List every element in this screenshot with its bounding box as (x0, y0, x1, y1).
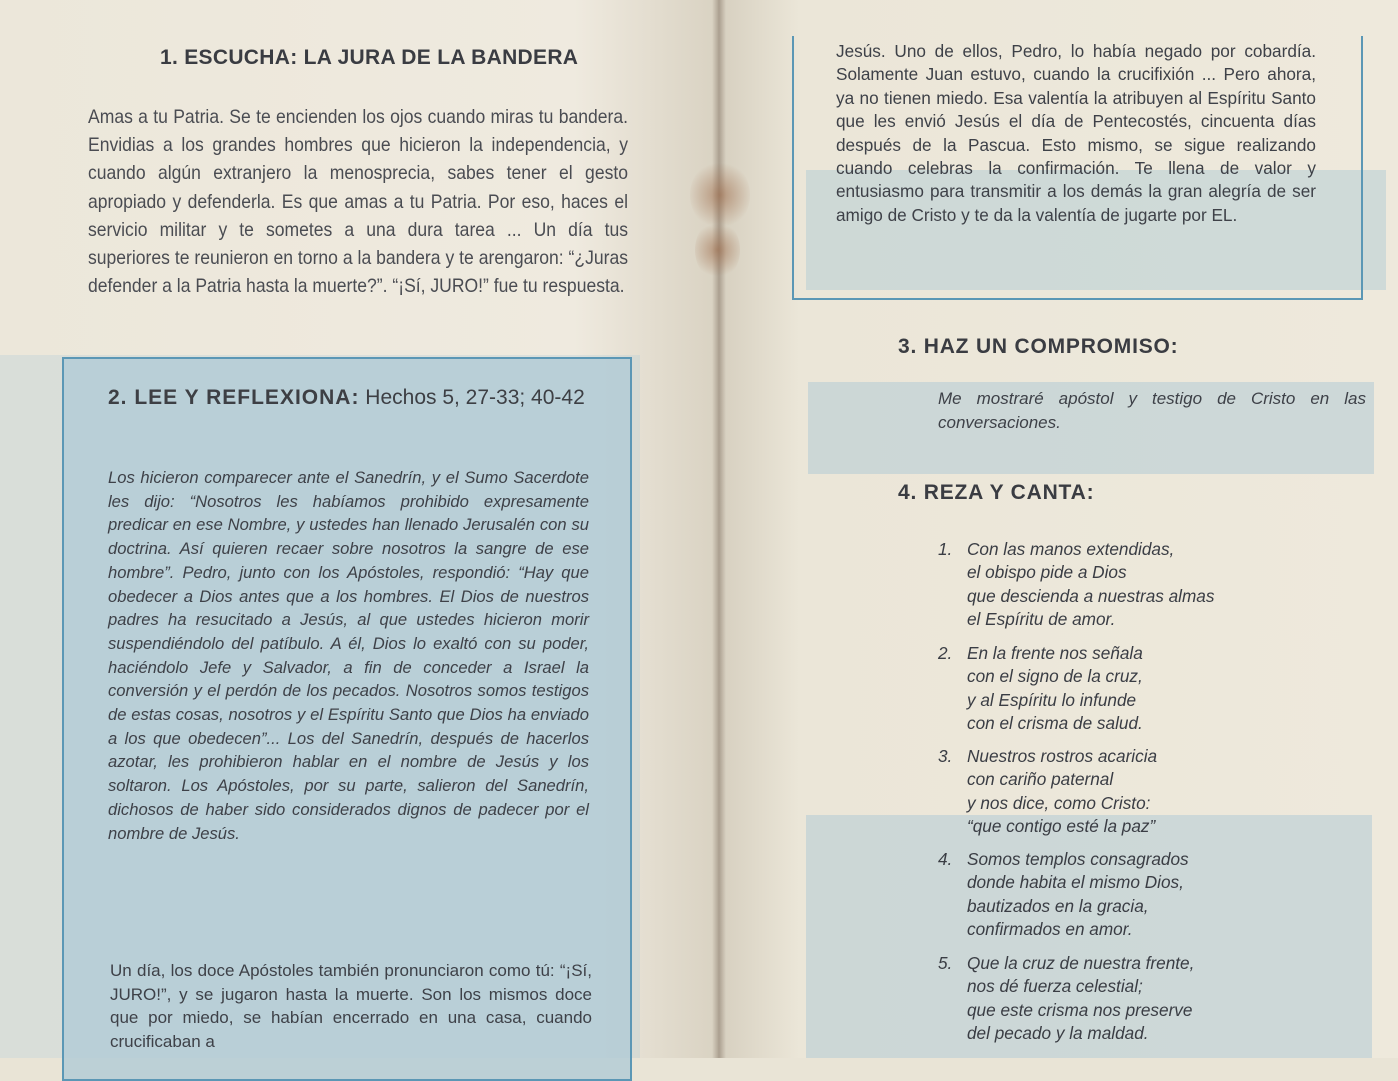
section-1-body: Amas a tu Patria. Se te encienden los ojos cuando miras tu bandera. Envidias a los grandes hombres que hicieron la independencia, y cuando algún extranjero la menosprecia, sabes tener el gesto apropiado y defenderla. Es que amas a tu Patria. Por eso, haces el servicio militar y te sometes a una dura tarea ... Un día tus superiores te reunieron en torno a la bandera y te arengaron: “¿Juras defender a la Patria hasta la muerte?”. “¡Sí, JURO!” fue tu respuesta. (88, 106, 628, 298)
stanza-2 (938, 642, 1143, 736)
section-2-body: Un día, los doce Apóstoles también pronunciaron como tú: “¡Sí, JURO!”, y se jugaron hasta la muerte. Son los mismos doce que por miedo, se habían encerrado en una casa, cuando crucificaban a (110, 961, 592, 1052)
stanza-line: el Espíritu de amor. (967, 609, 1116, 630)
page-stain (695, 220, 740, 280)
section-3-title: 3. HAZ UN COMPROMISO: (898, 335, 1179, 358)
section-1-title: 1. ESCUCHA: LA JURA DE LA BANDERA (160, 46, 579, 69)
stanza-line: del pecado y la maldad. (967, 1023, 1149, 1044)
stanza-line: En la frente nos señala (967, 643, 1143, 663)
stanza-5 (938, 952, 1194, 1046)
stanza-line: el obispo pide a Dios (967, 562, 1127, 583)
stanza-line: confirmados en amor. (967, 919, 1133, 940)
stanza-1 (938, 538, 1214, 632)
stanza-number: 1. (938, 539, 953, 559)
section-2-reference: Hechos 5, 27-33; 40-42 (365, 386, 585, 409)
stanza-line: “que contigo esté la paz” (967, 816, 1156, 837)
stanza-line: y al Espíritu lo infunde (967, 689, 1137, 710)
stanza-line: con el signo de la cruz, (967, 666, 1143, 687)
stanza-line: nos dé fuerza celestial; (967, 976, 1143, 997)
stanza-line: donde habita el mismo Dios, (967, 872, 1184, 893)
scripture-quote: Los hicieron comparecer ante el Sanedrín, y el Sumo Sacerdote les dijo: “Nosotros les habíamos prohibido expresamente predicar en ese Nombre, y ustedes han llenado Jerusalén con su doctrina. Así quieren recaer sobre nosotros la sangre de ese hombre”. Pedro, junto con los Apóstoles, respondió: “Hay que obedecer a Dios antes que a los hombres. El Dios de nuestros padres ha resucitado a Jesús, al que ustedes hicieron morir suspendiéndolo del patíbulo. A él, Dios lo exaltó con su poder, haciéndolo Jefe y Salvador, a fin de conceder a Israel la conversión y el perdón de los pecados. Nosotros somos testigos de estas cosas, nosotros y el Espíritu Santo que Dios ha enviado a los que obedecen”... Los del Sanedrín, después de hacerlos azotar, les prohibieron hablar en el nombre de Jesús y los soltaron. Los Apóstoles, por su parte, salieron del Sanedrín, dichosos de haber sido considerados dignos de padecer por el nombre de Jesús. (108, 468, 589, 843)
stanza-line: Nuestros rostros acaricia (967, 746, 1158, 766)
stanza-3 (938, 745, 1157, 839)
stanza-line: Con las manos extendidas, (967, 539, 1175, 559)
section-2-heading: 2. LEE Y REFLEXIONA: (108, 386, 360, 409)
stanza-line: que descienda a nuestras almas (967, 585, 1215, 606)
section-4-title: 4. REZA Y CANTA: (898, 481, 1095, 504)
stanza-line: Que la cruz de nuestra frente, (967, 953, 1195, 973)
stanza-line: Somos templos consagrados (967, 849, 1189, 869)
stanza-number: 2. (938, 643, 953, 663)
section-2-title (108, 385, 588, 411)
stanza-number: 4. (938, 849, 953, 869)
section-3-body: Me mostraré apóstol y testigo de Cristo en las conversaciones. (938, 389, 1366, 432)
stanza-number: 3. (938, 746, 953, 766)
stanza-line: bautizados en la gracia, (967, 895, 1149, 916)
stanza-line: que este crisma nos preserve (967, 999, 1193, 1020)
stanza-line: y nos dice, como Cristo: (967, 792, 1151, 813)
book-spine (712, 0, 726, 1058)
stanza-number: 5. (938, 953, 953, 973)
continuation-text: Jesús. Uno de ellos, Pedro, lo había negado por cobardía. Solamente Juan estuvo, cuando la crucifixión ... Pero ahora, ya no tienen miedo. Esa valentía la atribuyen al Espíritu Santo que les envió Jesús el día de Pentecostés, cincuenta días después de la Pascua. Esto mismo, se sigue realizando cuando celebras la confirmación. Te llena de valor y entusiasmo para transmitir a los demás la gran alegría de ser amigo de Cristo y te da la valentía de jugarte por EL. (836, 41, 1316, 225)
stanza-line: con cariño paternal (967, 769, 1114, 790)
stanza-line: con el crisma de salud. (967, 713, 1143, 734)
stanza-4 (938, 848, 1189, 942)
